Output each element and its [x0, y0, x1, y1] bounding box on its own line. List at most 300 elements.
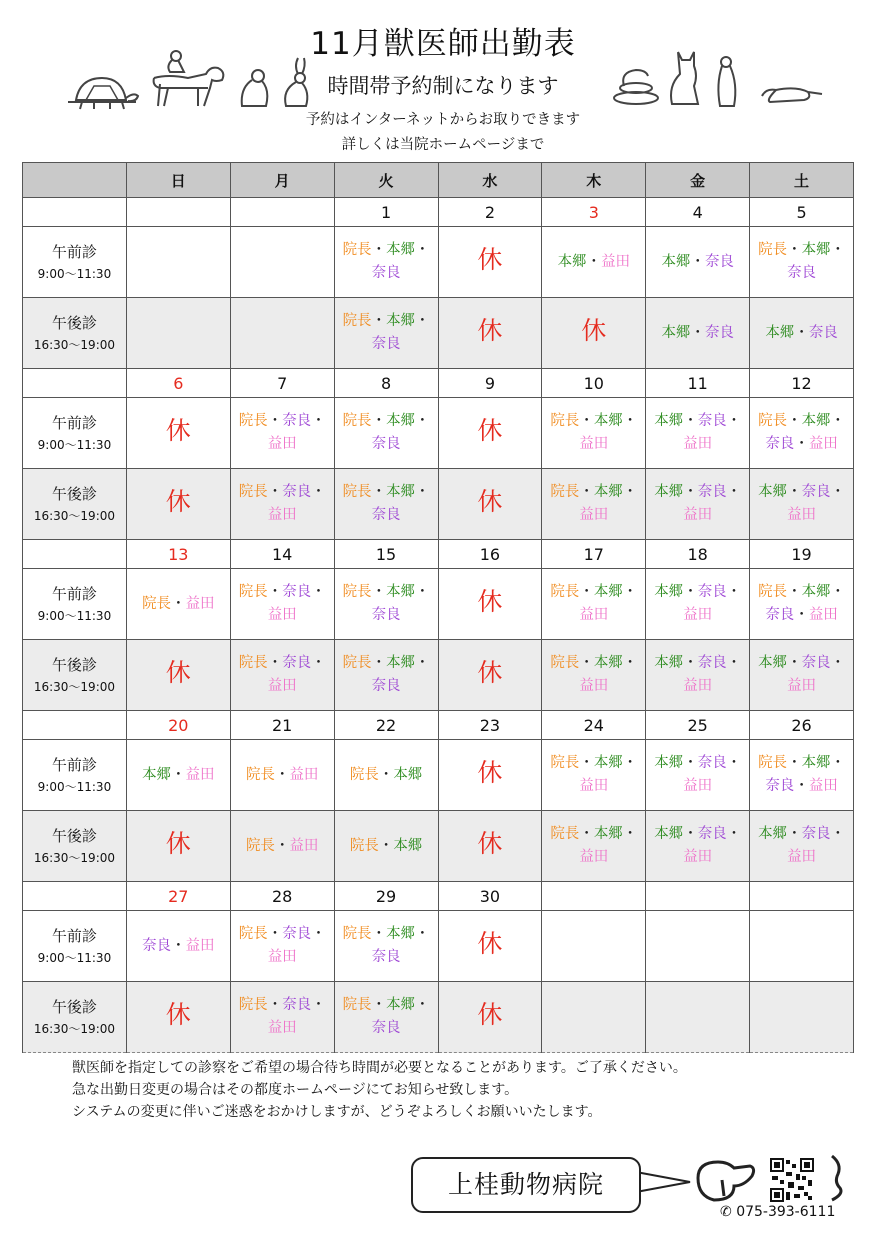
schedule-cell — [126, 469, 230, 540]
doctor-name: 院長 — [142, 595, 172, 612]
slot-time: 9:00〜11:30 — [37, 266, 112, 281]
doctor-name: 益田 — [267, 507, 297, 523]
doctor-name: 本郷 — [654, 484, 684, 500]
date-cell — [126, 198, 230, 227]
doctor-name: 益田 — [683, 678, 713, 694]
doctor-separator: ・ — [371, 584, 387, 600]
schedule-cell — [126, 982, 230, 1053]
doctor-list — [335, 481, 438, 527]
doctor-name: 益田 — [683, 436, 713, 452]
afternoon-row — [23, 469, 854, 540]
schedule-cell — [438, 298, 542, 369]
doctor-name: 本郷 — [593, 484, 623, 500]
doctor-separator: ・ — [726, 826, 742, 842]
doctor-name: 奈良 — [697, 413, 727, 429]
doctor-name: 本郷 — [386, 484, 416, 500]
schedule-cell — [542, 469, 646, 540]
schedule-cell — [126, 398, 230, 469]
doctor-name: 奈良 — [371, 507, 401, 523]
doctor-separator: ・ — [371, 997, 387, 1013]
doctor-separator: ・ — [683, 826, 698, 842]
slot-time: 9:00〜11:30 — [37, 950, 112, 965]
schedule-cell — [334, 227, 438, 298]
date-cell: 28 — [230, 882, 334, 911]
doctor-separator: ・ — [371, 655, 387, 671]
doctor-name: 益田 — [579, 507, 609, 523]
doctor-name: 本郷 — [758, 655, 788, 671]
schedule-cell — [750, 640, 854, 711]
morning-slot-label — [23, 398, 127, 469]
morning-row — [23, 398, 854, 469]
schedule-cell — [750, 911, 854, 982]
doctor-separator: ・ — [274, 766, 290, 783]
doctor-list — [335, 835, 438, 858]
afternoon-row — [23, 298, 854, 369]
doctor-separator: ・ — [690, 253, 705, 270]
doctor-separator: ・ — [622, 484, 638, 500]
schedule-cell — [750, 740, 854, 811]
doctor-name: 本郷 — [386, 413, 416, 429]
schedule-cell — [542, 740, 646, 811]
doctor-separator: ・ — [830, 655, 846, 671]
doctor-separator: ・ — [683, 484, 698, 500]
doctor-separator: ・ — [579, 755, 594, 771]
morning-slot-label — [23, 569, 127, 640]
morning-slot-label — [23, 911, 127, 982]
doctor-list — [231, 481, 334, 527]
schedule-cell — [750, 982, 854, 1053]
doctor-separator: ・ — [787, 584, 802, 600]
schedule-cell — [438, 740, 542, 811]
doctor-name: 本郷 — [765, 324, 795, 341]
doctor-name: 院長 — [342, 413, 372, 429]
ferret-icon — [760, 82, 824, 106]
doctor-separator: ・ — [378, 837, 394, 854]
doctor-name: 益田 — [808, 607, 838, 623]
morning-row — [23, 569, 854, 640]
doctor-name: 益田 — [267, 949, 297, 965]
date-row — [23, 369, 854, 398]
day-header-row — [23, 163, 854, 198]
doctor-list — [750, 239, 853, 285]
ear-mark-icon — [826, 1154, 848, 1202]
doctor-separator: ・ — [830, 242, 846, 258]
schedule-table — [22, 162, 854, 1053]
meerkat-icon — [710, 54, 746, 110]
doctor-separator: ・ — [726, 413, 742, 429]
holiday-mark: 休 — [477, 587, 503, 616]
doctor-name: 院長 — [550, 484, 580, 500]
doctor-name: 奈良 — [697, 826, 727, 842]
cat-icon — [664, 46, 704, 108]
doctor-separator: ・ — [415, 997, 430, 1013]
date-cell — [646, 882, 750, 911]
doctor-separator: ・ — [622, 413, 638, 429]
slot-name: 午前診 — [51, 926, 97, 945]
doctor-name: 益田 — [601, 253, 631, 270]
doctor-list — [542, 481, 645, 527]
doctor-list — [231, 764, 334, 787]
doctor-list — [335, 923, 438, 969]
doctor-separator: ・ — [267, 413, 283, 429]
doctor-separator: ・ — [787, 413, 802, 429]
holiday-mark: 休 — [165, 658, 191, 687]
doctor-separator: ・ — [683, 755, 698, 771]
schedule-cell — [126, 569, 230, 640]
doctor-name: 奈良 — [282, 655, 312, 671]
doctor-name: 奈良 — [704, 324, 734, 341]
holiday-mark: 休 — [477, 829, 503, 858]
holiday-mark: 休 — [477, 1000, 503, 1029]
doctor-separator: ・ — [622, 755, 638, 771]
date-cell: 9 — [438, 369, 542, 398]
doctor-separator: ・ — [586, 253, 602, 270]
doctor-name: 院長 — [342, 313, 372, 329]
schedule-cell — [646, 911, 750, 982]
doctor-separator: ・ — [683, 584, 698, 600]
doctor-name: 奈良 — [282, 926, 312, 942]
doctor-separator: ・ — [794, 778, 809, 794]
doctor-separator: ・ — [267, 484, 283, 500]
doctor-name: 本郷 — [386, 926, 416, 942]
morning-row — [23, 227, 854, 298]
schedule-cell — [126, 298, 230, 369]
page-subtitle: 時間帯予約制になります — [327, 74, 559, 98]
doctor-separator: ・ — [579, 826, 594, 842]
date-cell: 10 — [542, 369, 646, 398]
date-cell: 30 — [438, 882, 542, 911]
doctor-name: 院長 — [342, 997, 372, 1013]
doctor-name: 院長 — [238, 655, 268, 671]
date-cell: 6 — [126, 369, 230, 398]
doctor-name: 奈良 — [787, 265, 817, 281]
schedule-cell — [230, 811, 334, 882]
date-cell: 16 — [438, 540, 542, 569]
doctor-name: 院長 — [758, 242, 788, 258]
day-header-corner — [23, 163, 127, 198]
doctor-list — [646, 251, 749, 274]
schedule-cell — [750, 569, 854, 640]
schedule-cell — [334, 911, 438, 982]
date-cell: 15 — [334, 540, 438, 569]
schedule-cell — [542, 982, 646, 1053]
slot-time: 9:00〜11:30 — [37, 779, 112, 794]
doctor-separator: ・ — [830, 484, 846, 500]
doctor-list — [335, 310, 438, 356]
doctor-name: 奈良 — [371, 436, 401, 452]
day-header-wed: 水 — [438, 163, 542, 198]
phone-number-text: 075-393-6111 — [736, 1204, 836, 1220]
doctor-name: 益田 — [787, 507, 817, 523]
doctor-list — [127, 593, 230, 616]
date-cell — [542, 882, 646, 911]
slot-time: 9:00〜11:30 — [37, 608, 112, 623]
doctor-separator: ・ — [267, 655, 283, 671]
doctor-separator: ・ — [371, 484, 387, 500]
holiday-mark: 休 — [477, 929, 503, 958]
schedule-cell — [438, 811, 542, 882]
doctor-name: 益田 — [579, 678, 609, 694]
doctor-name: 本郷 — [593, 655, 623, 671]
holiday-mark: 休 — [165, 487, 191, 516]
schedule-body — [23, 198, 854, 1053]
doctor-list — [646, 581, 749, 627]
homepage-note: 詳しくは当院ホームページまで — [341, 137, 545, 153]
doctor-separator: ・ — [311, 584, 326, 600]
afternoon-slot-label — [23, 640, 127, 711]
doctor-name: 本郷 — [386, 584, 416, 600]
doctor-name: 益田 — [808, 436, 838, 452]
doctor-name: 院長 — [550, 826, 580, 842]
doctor-name: 奈良 — [697, 584, 727, 600]
holiday-mark: 休 — [477, 245, 503, 274]
doctor-name: 益田 — [289, 766, 319, 783]
doctor-name: 益田 — [787, 678, 817, 694]
doctor-list — [750, 481, 853, 527]
doctor-separator: ・ — [579, 484, 594, 500]
doctor-list — [750, 652, 853, 698]
page-title: 11月獣医師出勤表 — [310, 26, 576, 62]
schedule-cell — [750, 398, 854, 469]
doctor-list — [646, 823, 749, 869]
morning-row — [23, 740, 854, 811]
date-cell: 19 — [750, 540, 854, 569]
doctor-separator: ・ — [726, 755, 742, 771]
doctor-name: 益田 — [683, 507, 713, 523]
doctor-name: 益田 — [267, 1020, 297, 1036]
doctor-separator: ・ — [415, 655, 430, 671]
doctor-name: 院長 — [245, 837, 275, 854]
day-header-thu: 木 — [542, 163, 646, 198]
schedule-cell — [750, 469, 854, 540]
date-cell: 27 — [126, 882, 230, 911]
doctor-separator: ・ — [787, 826, 802, 842]
doctor-list — [750, 752, 853, 798]
doctor-separator: ・ — [378, 766, 394, 783]
date-row-label — [23, 711, 127, 740]
doctor-separator: ・ — [726, 484, 742, 500]
holiday-mark: 休 — [165, 416, 191, 445]
doctor-separator: ・ — [311, 926, 326, 942]
afternoon-row — [23, 982, 854, 1053]
date-cell: 17 — [542, 540, 646, 569]
schedule-cell — [646, 811, 750, 882]
date-cell: 18 — [646, 540, 750, 569]
doctor-name: 益田 — [185, 937, 215, 954]
doctor-name: 本郷 — [654, 413, 684, 429]
doctor-separator: ・ — [622, 584, 638, 600]
slot-name: 午後診 — [51, 655, 97, 674]
doctor-name: 院長 — [238, 926, 268, 942]
slot-name: 午前診 — [51, 584, 97, 603]
doctor-separator: ・ — [622, 655, 638, 671]
holiday-mark: 休 — [477, 316, 503, 345]
qr-code-icon — [770, 1158, 814, 1202]
doctor-separator: ・ — [830, 826, 846, 842]
schedule-cell — [542, 227, 646, 298]
doctor-list — [127, 764, 230, 787]
doctor-list — [542, 410, 645, 456]
date-cell: 21 — [230, 711, 334, 740]
schedule-cell — [230, 982, 334, 1053]
doctor-separator: ・ — [415, 313, 430, 329]
schedule-cell — [334, 298, 438, 369]
doctor-separator: ・ — [794, 324, 809, 341]
holiday-mark: 休 — [165, 1000, 191, 1029]
doctor-separator: ・ — [726, 584, 742, 600]
schedule-cell — [542, 811, 646, 882]
doctor-separator: ・ — [171, 937, 186, 954]
doctor-name: 院長 — [758, 584, 788, 600]
doctor-name: 奈良 — [282, 997, 312, 1013]
doctor-name: 本郷 — [557, 253, 587, 270]
doctor-separator: ・ — [371, 413, 387, 429]
doctor-name: 益田 — [267, 678, 297, 694]
doctor-name: 奈良 — [371, 949, 401, 965]
schedule-cell — [646, 740, 750, 811]
afternoon-slot-label — [23, 469, 127, 540]
footer-note-3: システムの変更に伴いご迷惑をおかけしますが、どうぞよろしくお願いいたします。 — [72, 1104, 602, 1120]
doctor-separator: ・ — [415, 413, 430, 429]
doctor-list — [542, 251, 645, 274]
doctor-list — [646, 652, 749, 698]
date-cell: 4 — [646, 198, 750, 227]
doctor-list — [231, 835, 334, 858]
holiday-mark: 休 — [477, 487, 503, 516]
doctor-name: 奈良 — [801, 484, 831, 500]
doctor-list — [231, 652, 334, 698]
animal-illustrations-right — [606, 44, 828, 114]
schedule-cell — [750, 811, 854, 882]
footer-note-2: 急な出勤日変更の場合はその都度ホームページにてお知らせ致します。 — [72, 1082, 519, 1098]
schedule-cell — [438, 982, 542, 1053]
doctor-list — [750, 322, 853, 345]
doctor-name: 本郷 — [593, 826, 623, 842]
schedule-cell — [542, 640, 646, 711]
doctor-name: 院長 — [342, 484, 372, 500]
doctor-name: 院長 — [238, 997, 268, 1013]
doctor-list — [335, 994, 438, 1040]
date-row — [23, 540, 854, 569]
phone-icon: ✆ — [720, 1204, 732, 1220]
schedule-cell — [438, 398, 542, 469]
schedule-cell — [334, 982, 438, 1053]
doctor-name: 院長 — [349, 837, 379, 854]
doctor-name: 本郷 — [386, 242, 416, 258]
doctor-name: 院長 — [245, 766, 275, 783]
doctor-separator: ・ — [415, 484, 430, 500]
doctor-name: 奈良 — [282, 413, 312, 429]
schedule-cell — [438, 227, 542, 298]
day-header-sat: 土 — [750, 163, 854, 198]
doctor-name: 奈良 — [371, 678, 401, 694]
doctor-list — [646, 481, 749, 527]
doctor-list — [335, 652, 438, 698]
doctor-name: 奈良 — [808, 324, 838, 341]
doctor-separator: ・ — [787, 655, 802, 671]
schedule-cell — [230, 227, 334, 298]
doctor-separator: ・ — [415, 584, 430, 600]
date-cell: 24 — [542, 711, 646, 740]
holiday-mark: 休 — [477, 758, 503, 787]
doctor-separator: ・ — [683, 413, 698, 429]
schedule-cell — [542, 911, 646, 982]
date-cell: 1 — [334, 198, 438, 227]
speech-bubble-tail — [634, 1168, 694, 1198]
doctor-name: 益田 — [579, 778, 609, 794]
doctor-name: 奈良 — [371, 336, 401, 352]
doctor-list — [335, 410, 438, 456]
schedule-cell — [438, 469, 542, 540]
afternoon-slot-label — [23, 811, 127, 882]
doctor-separator: ・ — [311, 655, 326, 671]
doctor-list — [542, 823, 645, 869]
doctor-name: 奈良 — [142, 937, 172, 954]
doctor-name: 本郷 — [593, 584, 623, 600]
day-header-sun: 日 — [126, 163, 230, 198]
schedule-cell — [646, 227, 750, 298]
doctor-separator: ・ — [267, 584, 283, 600]
schedule-cell — [438, 640, 542, 711]
afternoon-row — [23, 640, 854, 711]
slot-name: 午前診 — [51, 413, 97, 432]
doctor-list — [646, 322, 749, 345]
date-cell: 13 — [126, 540, 230, 569]
doctor-name: 奈良 — [765, 778, 795, 794]
schedule-cell — [126, 911, 230, 982]
doctor-name: 院長 — [550, 655, 580, 671]
doctor-name: 奈良 — [371, 1020, 401, 1036]
doctor-separator: ・ — [311, 997, 326, 1013]
schedule-cell — [334, 469, 438, 540]
doctor-list — [127, 935, 230, 958]
doctor-name: 本郷 — [801, 413, 831, 429]
date-cell: 11 — [646, 369, 750, 398]
slot-name: 午後診 — [51, 313, 97, 332]
doctor-separator: ・ — [171, 766, 186, 783]
holiday-mark: 休 — [165, 829, 191, 858]
slot-name: 午後診 — [51, 484, 97, 503]
doctor-name: 院長 — [550, 755, 580, 771]
schedule-cell — [542, 569, 646, 640]
doctor-name: 院長 — [758, 413, 788, 429]
doctor-name: 益田 — [185, 766, 215, 783]
schedule-cell — [646, 398, 750, 469]
holiday-mark: 休 — [477, 658, 503, 687]
doctor-name: 奈良 — [704, 253, 734, 270]
date-cell — [230, 198, 334, 227]
doctor-name: 本郷 — [593, 755, 623, 771]
date-cell: 23 — [438, 711, 542, 740]
date-cell: 25 — [646, 711, 750, 740]
doctor-list — [542, 652, 645, 698]
doctor-name: 本郷 — [386, 997, 416, 1013]
doctor-separator: ・ — [787, 242, 802, 258]
doctor-separator: ・ — [415, 926, 430, 942]
slot-name: 午後診 — [51, 826, 97, 845]
doctor-separator: ・ — [830, 413, 846, 429]
slot-time: 16:30〜19:00 — [33, 337, 116, 352]
schedule-cell — [438, 911, 542, 982]
morning-slot-label — [23, 227, 127, 298]
doctor-name: 本郷 — [758, 484, 788, 500]
doctor-name: 益田 — [289, 837, 319, 854]
date-row — [23, 198, 854, 227]
slot-time: 16:30〜19:00 — [33, 1021, 116, 1036]
schedule-cell — [542, 298, 646, 369]
afternoon-slot-label — [23, 982, 127, 1053]
doctor-list — [231, 581, 334, 627]
